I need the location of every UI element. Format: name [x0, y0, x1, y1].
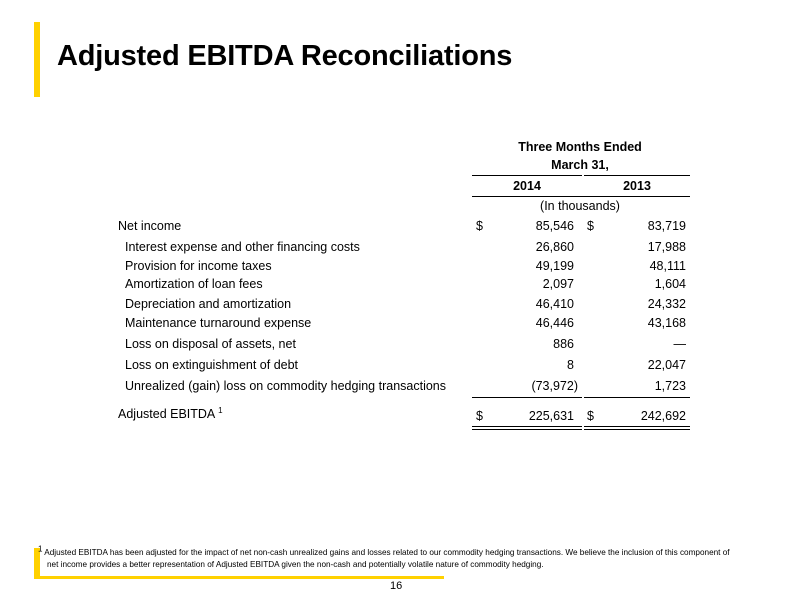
value-2013: 1,604: [654, 277, 686, 291]
footnote-line-1: Adjusted EBITDA has been adjusted for the impact of net non-cash unrealized gains and losses related to our commodity hedging transactions. We believe the inclusion of this component of: [44, 548, 730, 557]
header-underline-2013: [584, 175, 690, 176]
value-2013: 48,111: [649, 259, 686, 273]
subtotal-rule-2013: [584, 397, 690, 398]
total-double-rule-2014: [472, 426, 582, 430]
period-date: March 31,: [551, 158, 609, 172]
slide-title: Adjusted EBITDA Reconciliations: [57, 40, 513, 72]
dollar-sign: $: [476, 409, 483, 423]
column-header-rule: [472, 196, 690, 197]
value-2014: 26,860: [535, 240, 574, 254]
value-2013: 43,168: [647, 316, 686, 330]
row-label: Provision for income taxes: [125, 259, 272, 273]
total-label: [118, 407, 223, 421]
column-header-2014: 2014: [513, 179, 541, 193]
value-2013: 83,719: [647, 219, 686, 233]
value-2014: 2,097: [542, 277, 574, 291]
dollar-sign: $: [587, 219, 594, 233]
row-label: Loss on disposal of assets, net: [125, 337, 296, 351]
row-label: Unrealized (gain) loss on commodity hedging transactions: [125, 379, 446, 393]
row-label: Maintenance turnaround expense: [125, 316, 312, 330]
title-accent-bar: [34, 22, 40, 97]
value-2014: 8: [567, 358, 574, 372]
row-label: Amortization of loan fees: [125, 277, 263, 291]
dollar-sign: $: [476, 219, 483, 233]
footnote-accent-line: [34, 576, 444, 579]
value-2013: 24,332: [647, 297, 686, 311]
dollar-sign: $: [587, 409, 594, 423]
period-header: Three Months Ended: [518, 140, 642, 154]
row-label: Loss on extinguishment of debt: [125, 358, 299, 372]
row-label: Net income: [118, 219, 182, 233]
value-2014: 46,410: [535, 297, 574, 311]
footnote: [38, 544, 798, 571]
page-number: 16: [390, 580, 403, 592]
total-value-2013: 242,692: [640, 409, 686, 423]
row-label: Interest expense and other financing costs: [125, 240, 360, 254]
row-label: Depreciation and amortization: [125, 297, 292, 311]
total-label-text: Adjusted EBITDA: [118, 407, 215, 421]
value-2014: 85,546: [535, 219, 574, 233]
footnote-number: 1: [38, 544, 43, 554]
subtotal-rule-2014: [472, 397, 582, 398]
value-2013: 17,988: [647, 240, 686, 254]
value-2014: 46,446: [535, 316, 574, 330]
value-2013: 1,723: [654, 379, 686, 393]
value-2014: (73,972): [531, 379, 578, 393]
value-2014: 886: [553, 337, 574, 351]
total-value-2014: 225,631: [528, 409, 574, 423]
footnote-marker: 1: [218, 405, 223, 415]
value-2014: 49,199: [535, 259, 574, 273]
units-label: (In thousands): [540, 199, 620, 213]
total-double-rule-2013: [584, 426, 690, 430]
value-2013: —: [673, 337, 686, 351]
footnote-line-2: net income provides a better representation of Adjusted EBITDA given the non-cash and potentially volatile nature of commodity hedging.: [47, 560, 544, 569]
header-underline-2014: [472, 175, 582, 176]
column-header-2013: 2013: [623, 179, 651, 193]
value-2013: 22,047: [647, 358, 686, 372]
